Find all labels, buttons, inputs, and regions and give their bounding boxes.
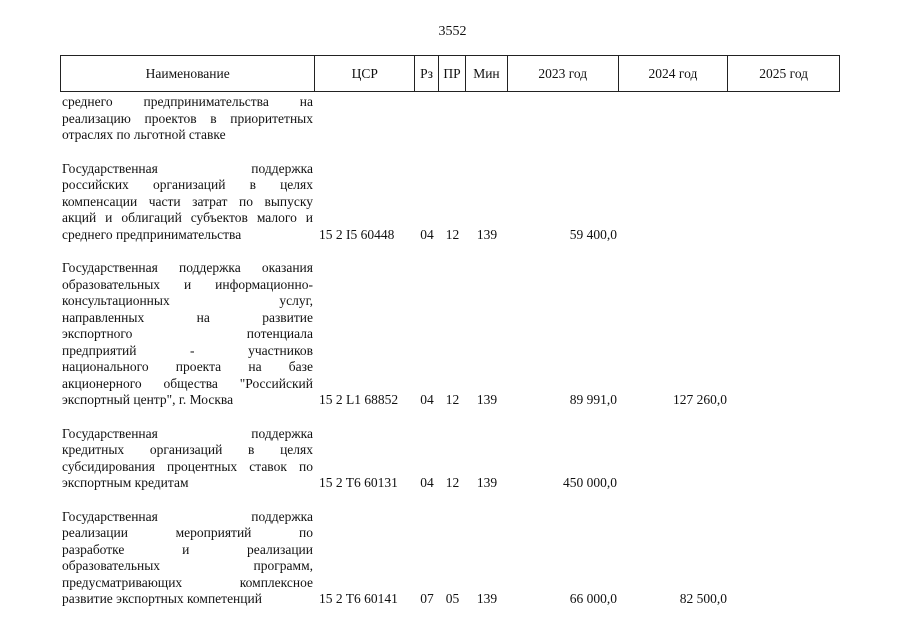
name-line: кредитных организаций в целях bbox=[62, 442, 313, 457]
table-row bbox=[60, 161, 840, 244]
header-name: Наименование bbox=[61, 56, 315, 91]
header-2025: 2025 год bbox=[759, 65, 809, 81]
header-csr: ЦСР bbox=[315, 56, 415, 91]
name-line: среднего предпринимательства bbox=[62, 226, 242, 242]
row-gap bbox=[60, 243, 840, 260]
cell-csr: 15 2 T6 60141 bbox=[319, 591, 398, 606]
cell-csr: 15 2 T6 60131 bbox=[319, 475, 398, 490]
header-min: Мин bbox=[466, 56, 508, 91]
table-row bbox=[60, 260, 840, 409]
name-line: реализацию проектов в приоритетных bbox=[62, 110, 313, 126]
cell-rz: 04 bbox=[420, 392, 434, 407]
header-2024: 2024 год bbox=[619, 56, 729, 91]
cell-rz: 07 bbox=[420, 591, 434, 606]
name-line: экспортным кредитам bbox=[62, 475, 189, 490]
name-line: предприятий - участников bbox=[62, 342, 313, 358]
name-line: Государственная поддержка bbox=[62, 508, 313, 524]
cell-name bbox=[60, 509, 315, 608]
page-number: 3552 bbox=[438, 24, 467, 39]
row-gap bbox=[60, 144, 840, 161]
name-line: Государственная поддержка оказания bbox=[62, 260, 313, 275]
header-rz: Рз bbox=[415, 56, 439, 91]
name-line: Государственная поддержка bbox=[62, 160, 313, 176]
cell-pr: 12 bbox=[445, 475, 460, 490]
name-line: акционерного общества "Российский bbox=[62, 375, 313, 391]
header-pr: ПР bbox=[439, 56, 466, 91]
name-line: компенсации части затрат по выпуску bbox=[62, 193, 313, 209]
name-line: национального проекта на базе bbox=[62, 359, 313, 374]
cell-min: 139 bbox=[476, 392, 498, 407]
table-header bbox=[60, 55, 840, 92]
cell-pr: 12 bbox=[445, 226, 460, 242]
name-line: предусматривающих комплексное bbox=[62, 574, 313, 590]
cell-2023: 450 000,0 bbox=[563, 475, 617, 490]
table-row bbox=[60, 426, 840, 492]
cell-csr: 15 2 L1 68852 bbox=[319, 392, 399, 407]
name-line: направленных на развитие bbox=[62, 309, 313, 325]
cell-min: 139 bbox=[476, 226, 498, 242]
cell-min: 139 bbox=[476, 591, 498, 606]
name-line: среднего предпринимательства на bbox=[62, 94, 313, 109]
name-line: образовательных и информационно- bbox=[62, 276, 313, 292]
name-line: реализации мероприятий по bbox=[62, 525, 313, 540]
cell-2024: 127 260,0 bbox=[673, 392, 727, 407]
row-gap bbox=[60, 492, 840, 509]
cell-csr: 15 2 I5 60448 bbox=[319, 226, 395, 242]
table-body bbox=[60, 94, 840, 608]
name-line: акций и облигаций субъектов малого и bbox=[62, 210, 313, 225]
cell-name bbox=[60, 426, 315, 492]
cell-2023: 89 991,0 bbox=[569, 392, 617, 407]
table-row bbox=[60, 509, 840, 608]
name-line: российских организаций в целях bbox=[62, 177, 313, 192]
header-2023: 2023 год bbox=[508, 56, 619, 91]
name-line: отраслях по льготной ставке bbox=[62, 127, 226, 142]
table-row bbox=[60, 94, 840, 144]
name-line: образовательных программ, bbox=[62, 558, 313, 573]
name-line: экспортного потенциала bbox=[62, 326, 313, 341]
name-line: Государственная поддержка bbox=[62, 425, 313, 441]
cell-min: 139 bbox=[476, 475, 498, 490]
cell-name bbox=[60, 260, 315, 409]
cell-name bbox=[60, 94, 315, 144]
cell-rz: 04 bbox=[420, 475, 434, 490]
cell-2024: 82 500,0 bbox=[679, 591, 727, 606]
cell-rz: 04 bbox=[420, 226, 434, 242]
name-line: субсидирования процентных ставок по bbox=[62, 458, 313, 474]
cell-2023: 66 000,0 bbox=[569, 591, 617, 606]
cell-name bbox=[60, 161, 315, 244]
row-gap bbox=[60, 409, 840, 426]
name-line: развитие экспортных компетенций bbox=[62, 591, 262, 606]
name-line: экспортный центр", г. Москва bbox=[62, 392, 234, 407]
cell-pr: 05 bbox=[445, 591, 460, 606]
name-line: консультационных услуг, bbox=[62, 293, 313, 308]
cell-2023: 59 400,0 bbox=[569, 226, 617, 242]
cell-pr: 12 bbox=[445, 392, 460, 407]
name-line: разработке и реализации bbox=[62, 541, 313, 557]
